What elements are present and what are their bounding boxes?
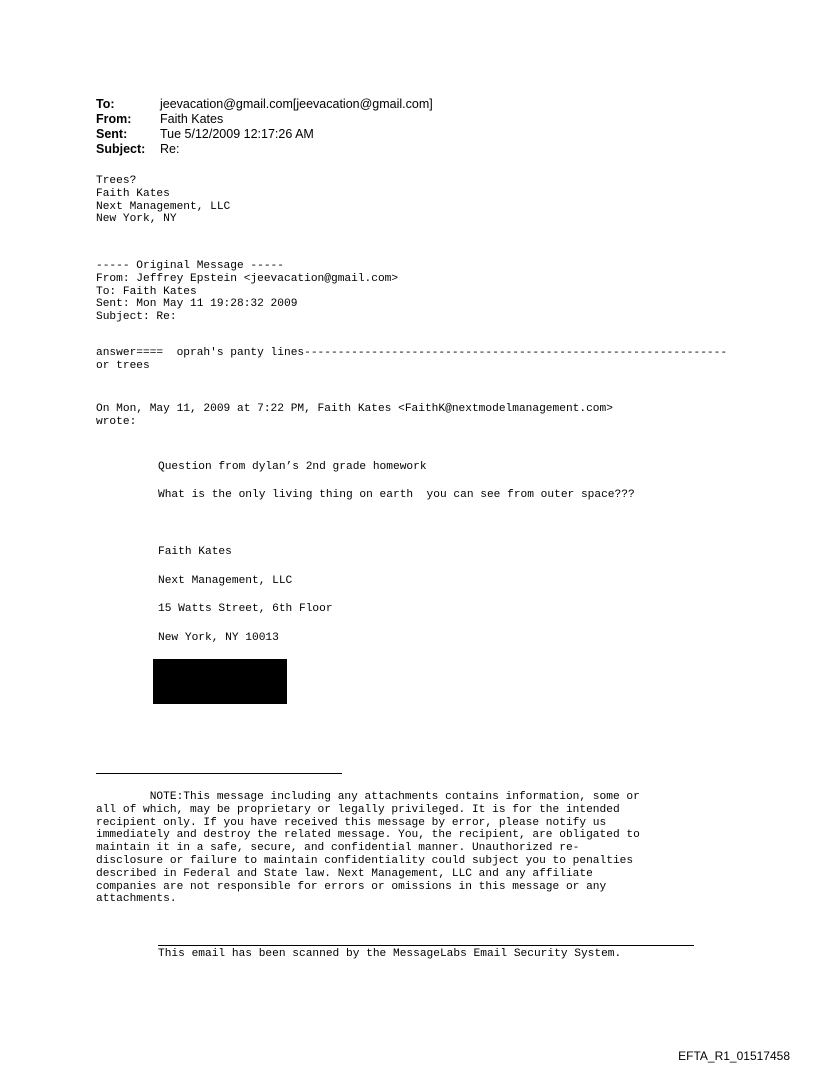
reply-line: Next Management, LLC <box>96 200 231 213</box>
from-label: From: <box>96 112 132 126</box>
from-row <box>96 112 433 127</box>
reply-line: Trees? <box>96 175 137 187</box>
disclaimer-line: NOTE:This message including any attachments contains information, some or <box>96 791 640 803</box>
quoted-intro <box>96 403 613 429</box>
document-id: EFTA_R1_01517458 <box>678 1049 790 1063</box>
divider-rule <box>96 773 342 774</box>
sent-label: Sent: <box>96 127 128 141</box>
original-to: To: Faith Kates <box>96 285 197 298</box>
redaction-box <box>153 659 287 704</box>
disclaimer-line: companies are not responsible for errors or omissions in this message or any <box>96 880 607 893</box>
original-divider: ----- Original Message ----- <box>96 260 284 272</box>
original-from: From: Jeffrey Epstein <jeevacation@gmail.com> <box>96 272 399 285</box>
original-answer <box>96 347 727 373</box>
original-sent: Sent: Mon May 11 19:28:32 2009 <box>96 298 298 311</box>
disclaimer-line: disclosure or failure to maintain confidentiality could subject you to penalties <box>96 854 634 867</box>
scan-notice: This email has been scanned by the MessageLabs Email Security System. <box>158 948 622 960</box>
sent-row <box>96 127 433 142</box>
quoted-sig-name: Faith Kates <box>158 546 232 558</box>
sent-value: Tue 5/12/2009 12:17:26 AM <box>160 127 314 141</box>
from-value: Faith Kates <box>160 112 224 126</box>
to-label: To: <box>96 97 115 111</box>
reply-line: Faith Kates <box>96 187 170 200</box>
quoted-question-body: What is the only living thing on earth you can see from outer space??? <box>158 489 635 501</box>
scan-rule <box>158 945 694 946</box>
original-message-header <box>96 260 398 324</box>
subject-label: Subject: <box>96 142 146 156</box>
disclaimer <box>96 791 640 906</box>
to-value: jeevacation@gmail.com[jeevacation@gmail.com] <box>160 97 433 111</box>
disclaimer-line: maintain it in a safe, secure, and confidential manner. Unauthorized re- <box>96 842 580 855</box>
disclaimer-line: all of which, may be proprietary or legally privileged. It is for the intended <box>96 803 620 816</box>
reply-line: New York, NY <box>96 213 177 226</box>
quoted-sig-city: New York, NY 10013 <box>158 632 279 644</box>
subject-row <box>96 142 433 157</box>
quoted-intro-line: wrote: <box>96 415 137 428</box>
disclaimer-line: described in Federal and State law. Next Management, LLC and any affiliate <box>96 867 593 880</box>
subject-value: Re: <box>160 142 180 156</box>
disclaimer-line: immediately and destroy the related message. You, the recipient, are obligated to <box>96 829 640 842</box>
quoted-question: Question from dylan’s 2nd grade homework <box>158 461 427 473</box>
quoted-sig-street: 15 Watts Street, 6th Floor <box>158 603 333 615</box>
quoted-sig-company: Next Management, LLC <box>158 575 293 587</box>
original-subject: Subject: Re: <box>96 311 177 324</box>
answer-line: or trees <box>96 359 150 372</box>
disclaimer-line: attachments. <box>96 893 177 906</box>
reply-body <box>96 175 230 226</box>
disclaimer-line: recipient only. If you have received this message by error, please notify us <box>96 816 607 829</box>
quoted-intro-line: On Mon, May 11, 2009 at 7:22 PM, Faith Kates <FaithK@nextmodelmanagement.com> <box>96 403 613 415</box>
answer-line: answer==== oprah's panty lines--------------------------------------------------------------- <box>96 347 728 359</box>
email-header <box>96 97 433 157</box>
to-row <box>96 97 433 112</box>
